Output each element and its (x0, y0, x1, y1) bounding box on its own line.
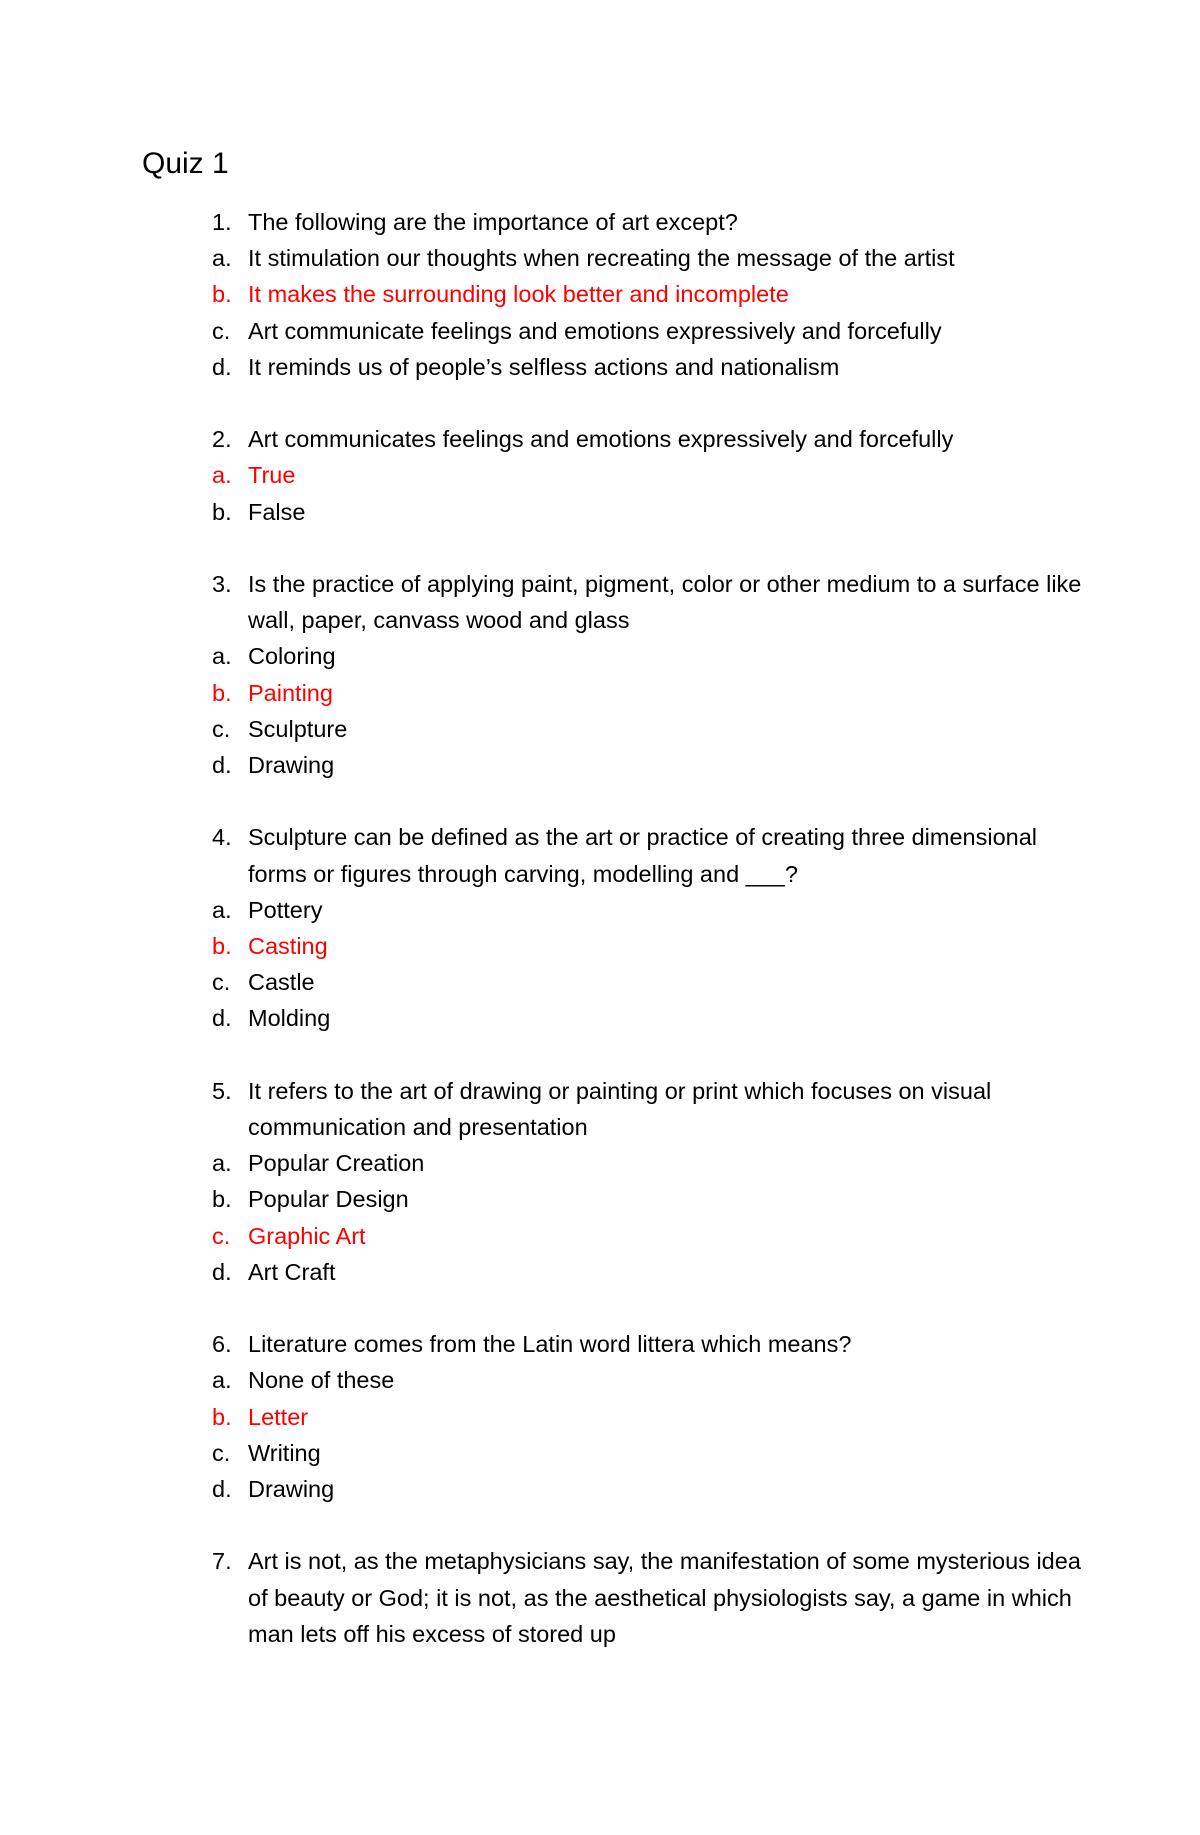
option-text: False (248, 498, 306, 525)
option-letter: c. (212, 969, 231, 996)
option-letter: a. (212, 1150, 232, 1177)
option-letter: a. (212, 245, 232, 272)
option-letter: d. (212, 1258, 232, 1285)
option-letter: c. (212, 1439, 231, 1466)
option-text: It makes the surrounding look better and incomplete (248, 281, 789, 308)
option-text: Drawing (248, 1476, 335, 1503)
option-c (212, 964, 1092, 1000)
option-text: Art communicate feelings and emotions expressively and forcefully (248, 317, 942, 344)
option-text: Letter (248, 1403, 309, 1430)
question-line (212, 819, 1092, 891)
option-b (212, 494, 1092, 530)
option-d (212, 1254, 1092, 1290)
quiz-list (212, 204, 1092, 1688)
question-line (212, 1543, 1092, 1652)
question-4 (212, 819, 1092, 1036)
page-title: Quiz 1 (142, 147, 229, 180)
question-text: Is the practice of applying paint, pigment, color or other medium to a surface like wall, paper, canvass wood and glass (248, 571, 1082, 634)
option-letter: a. (212, 643, 232, 670)
option-letter: b. (212, 498, 232, 525)
question-number: 7. (212, 1548, 232, 1575)
question-7 (212, 1543, 1092, 1652)
question-line (212, 1073, 1092, 1145)
option-d (212, 1471, 1092, 1507)
option-c (212, 711, 1092, 747)
option-letter: c. (212, 317, 231, 344)
option-letter: d. (212, 1005, 232, 1032)
option-text: Pottery (248, 896, 323, 923)
option-d (212, 1000, 1092, 1036)
question-text: Sculpture can be defined as the art or practice of creating three dimensional forms or figures through carving, modelling and ___? (248, 824, 1038, 887)
question-number: 2. (212, 426, 232, 453)
option-letter: b. (212, 1403, 232, 1430)
question-5 (212, 1073, 1092, 1290)
option-letter: b. (212, 679, 232, 706)
option-text: Art Craft (248, 1258, 336, 1285)
option-d (212, 747, 1092, 783)
question-number: 3. (212, 571, 232, 597)
question-line (212, 204, 1092, 240)
question-number: 6. (212, 1331, 232, 1358)
question-number: 1. (212, 209, 232, 235)
option-letter: c. (212, 1222, 231, 1249)
question-text: Literature comes from the Latin word littera which means? (248, 1331, 852, 1358)
option-c (212, 1435, 1092, 1471)
option-text: Sculpture (248, 715, 348, 742)
option-a (212, 240, 1092, 276)
option-b-correct (212, 1399, 1092, 1435)
option-a (212, 892, 1092, 928)
question-text: It refers to the art of drawing or painting or print which focuses on visual communication and presentation (248, 1077, 992, 1141)
option-b (212, 1181, 1092, 1217)
option-a (212, 1362, 1092, 1398)
option-a (212, 638, 1092, 674)
option-text: Casting (248, 933, 328, 960)
option-letter: d. (212, 1476, 232, 1503)
question-line (212, 566, 1092, 638)
option-text: Popular Creation (248, 1150, 425, 1177)
option-text: Coloring (248, 643, 336, 670)
question-3 (212, 566, 1092, 783)
option-b-correct (212, 276, 1092, 312)
option-text: Painting (248, 679, 333, 706)
option-letter: b. (212, 281, 232, 308)
option-letter: c. (212, 715, 231, 742)
option-text: Drawing (248, 752, 335, 779)
option-letter: a. (212, 1367, 232, 1394)
option-text: It stimulation our thoughts when recreating the message of the artist (248, 245, 955, 272)
option-a (212, 1145, 1092, 1181)
option-c (212, 313, 1092, 349)
option-d (212, 349, 1092, 385)
option-text: Graphic Art (248, 1222, 366, 1249)
option-b-correct (212, 675, 1092, 711)
question-line (212, 1326, 1092, 1362)
option-letter: a. (212, 896, 232, 923)
option-letter: a. (212, 462, 232, 489)
option-text: Molding (248, 1005, 331, 1032)
question-text: The following are the importance of art except? (248, 209, 738, 235)
question-text: Art communicates feelings and emotions expressively and forcefully (248, 426, 954, 453)
question-number: 4. (212, 824, 232, 851)
question-6 (212, 1326, 1092, 1507)
option-text: It reminds us of people’s selfless actions and nationalism (248, 353, 840, 380)
option-text: Popular Design (248, 1186, 409, 1213)
question-line (212, 421, 1092, 457)
option-b-correct (212, 928, 1092, 964)
option-text: True (248, 462, 296, 489)
question-2 (212, 421, 1092, 530)
option-text: Writing (248, 1439, 321, 1466)
question-1 (212, 204, 1092, 385)
option-letter: d. (212, 752, 232, 779)
option-letter: b. (212, 1186, 232, 1213)
option-letter: b. (212, 933, 232, 960)
question-number: 5. (212, 1077, 232, 1104)
option-a-correct (212, 457, 1092, 493)
question-text: Art is not, as the metaphysicians say, the manifestation of some mysterious idea of beauty or God; it is not, as the aesthetical physiologists say, a game in which man lets off his excess of stored up (248, 1548, 1081, 1647)
option-c-correct (212, 1218, 1092, 1254)
option-letter: d. (212, 353, 232, 380)
option-text: Castle (248, 969, 315, 996)
option-text: None of these (248, 1367, 395, 1394)
